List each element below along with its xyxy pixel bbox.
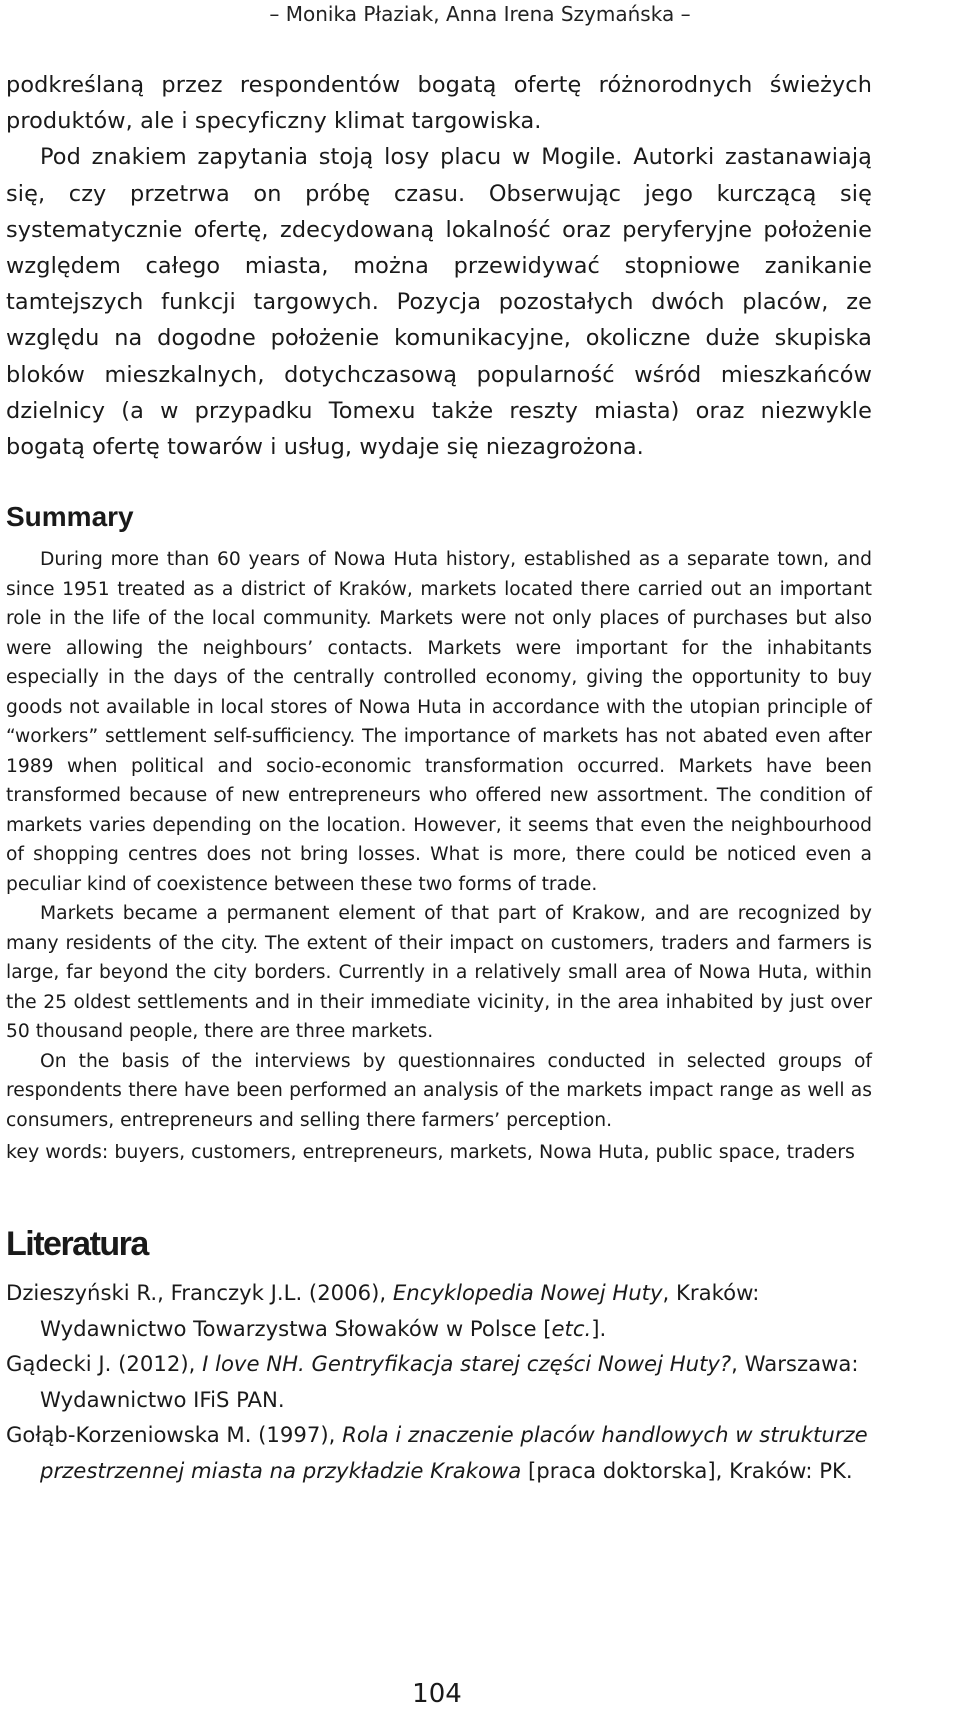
reference-publisher: , Kraków: Wydawnictwo Towarzystwa Słowaków w Polsce [ xyxy=(40,1280,760,1341)
reference-authors: Gądecki J. (2012), xyxy=(6,1351,203,1376)
reference-item xyxy=(6,1417,872,1488)
reference-title: Rola i znaczenie placów handlowych w strukturze przestrzennej miasta na przykładzie Krakowa xyxy=(40,1422,868,1483)
body-paragraph: podkreślaną przez respondentów bogatą ofertę różnorodnych świeżych produktów, ale i specyficzny klimat targowiska. xyxy=(6,72,872,135)
literature-heading: Literatura xyxy=(6,1225,148,1263)
reference-authors: Gołąb-Korzeniowska M. (1997), xyxy=(6,1422,343,1447)
summary-heading: Summary xyxy=(6,501,134,532)
keywords: key words: buyers, customers, entrepreneurs, markets, Nowa Huta, public space, traders xyxy=(6,1141,855,1163)
summary-text xyxy=(6,545,872,1135)
reference-title: Encyklopedia Nowej Huty xyxy=(392,1280,663,1305)
reference-title: I love NH. Gentryfikacja starej części Nowej Huty? xyxy=(202,1351,732,1376)
body-paragraph: Pod znakiem zapytania stoją losy placu w Mogile. Autorki zastanawiają się, czy przetrwa on próbę czasu. Obserwując jego kurczącą się systematycznie ofertę, zdecydowaną lokalność oraz peryferyjne położenie względem całego miasta, można przewidywać stopniowe zanikanie tamtejszych funkcji targowych. Pozycja pozostałych dwóch placów, ze względu na dogodne położenie komunikacyjne, okoliczne duże skupiska bloków mieszkalnych, dotychczasową popularność wśród mieszkańców dzielnicy (a w przypadku Tomexu także reszty miasta) oraz niezwykle bogatą ofertę towarów i usług, wydaje się niezagrożona. xyxy=(6,144,872,461)
reference-list xyxy=(6,1275,872,1488)
reference-etc: etc. xyxy=(551,1315,592,1341)
summary-paragraph: During more than 60 years of Nowa Huta history, established as a separate town, and since 1951 treated as a district of Kraków, markets located there carried out an important role in the life of the local community. Markets were not only places of purchases but also were allowing the neighbours’ contacts. Markets were important for the inhabitants especially in the days of the centrally controlled economy, giving the opportunity to buy goods not available in local stores of Nowa Huta in accordance with the utopian principle of “workers” settlement self-sufficiency. The importance of markets has not abated even after 1989 when political and socio-economic transformation occurred. Markets have been transformed because of new entrepreneurs who offered new assortment. The condition of markets varies depending on the location. However, it seems that even the neighbourhood of shopping centres does not bring losses. What is more, there could be noticed even a peculiar kind of coexistence between these two forms of trade. xyxy=(6,549,872,895)
reference-publisher: [praca doktorska], Kraków: PK. xyxy=(521,1457,853,1483)
page-number: 104 xyxy=(412,1679,462,1709)
running-header: – Monika Płaziak, Anna Irena Szymańska – xyxy=(269,2,691,26)
body-text xyxy=(6,67,872,465)
reference-publisher: , Warszawa: Wydawnictwo IFiS PAN. xyxy=(40,1351,859,1412)
reference-authors: Dzieszyński R., Franczyk J.L. (2006), xyxy=(6,1280,393,1305)
reference-item xyxy=(6,1275,872,1346)
summary-paragraph: Markets became a permanent element of that part of Krakow, and are recognized by many residents of the city. The extent of their impact on customers, traders and farmers is large, far beyond the city borders. Currently in a relatively small area of Nowa Huta, within the 25 oldest settlements and in their immediate vicinity, in the area inhabited by just over 50 thousand people, there are three markets. xyxy=(6,903,872,1042)
summary-paragraph: On the basis of the interviews by questionnaires conducted in selected groups of respondents there have been performed an analysis of the markets impact range as well as consumers, entrepreneurs and selling there farmers’ perception. xyxy=(6,1050,872,1131)
reference-item xyxy=(6,1346,872,1417)
reference-tail: ]. xyxy=(591,1315,607,1341)
